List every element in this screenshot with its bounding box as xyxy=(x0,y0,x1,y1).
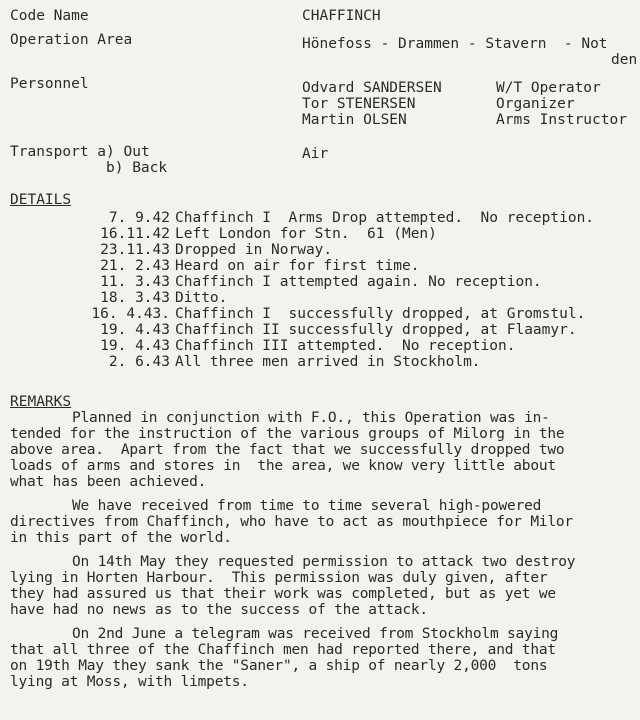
details-text: Left London for Stn. 61 (Men) xyxy=(175,226,437,242)
details-heading: DETAILS xyxy=(10,192,72,208)
transport-value: Air xyxy=(302,146,329,162)
code-name-label: Code Name xyxy=(10,8,89,24)
remarks-line: On 14th May they requested permission to attack two destroy xyxy=(72,554,576,570)
personnel-role-1: W/T Operator xyxy=(496,80,601,96)
personnel-label: Personnel xyxy=(10,76,89,92)
details-entry xyxy=(10,306,640,322)
remarks-line: tended for the instruction of the various groups of Milorg in the xyxy=(10,426,565,442)
transport-back-label: b) Back xyxy=(106,160,168,176)
details-date: 18. 3.43 xyxy=(100,290,170,306)
details-text: Chaffinch I attempted again. No reception. xyxy=(175,274,542,290)
personnel-name-3: Martin OLSEN xyxy=(302,112,407,128)
remarks-body xyxy=(10,410,636,698)
remarks-line: have had no news as to the success of the attack. xyxy=(10,602,428,618)
remarks-paragraph-3 xyxy=(10,554,636,618)
details-entry xyxy=(10,274,640,290)
operation-area-label: Operation Area xyxy=(10,32,133,48)
operation-area-value-line2: den xyxy=(611,52,638,68)
remarks-line: in this part of the world. xyxy=(10,530,232,546)
remarks-line: We have received from time to time several high-powered xyxy=(72,498,542,514)
remarks-line: loads of arms and stores in the area, we know very little about xyxy=(10,458,556,474)
remarks-line: lying in Horten Harbour. This permission was duly given, after xyxy=(10,570,548,586)
details-text: Heard on air for first time. xyxy=(175,258,420,274)
operation-area-value-line1: Hönefoss - Drammen - Stavern - Not xyxy=(302,36,608,52)
remarks-paragraph-1 xyxy=(10,410,636,490)
details-date: 7. 9.42 xyxy=(108,210,170,226)
details-date: 11. 3.43 xyxy=(100,274,170,290)
details-entry xyxy=(10,354,640,370)
details-entry xyxy=(10,290,640,306)
remarks-line: that all three of the Chaffinch men had reported there, and that xyxy=(10,642,556,658)
details-text: All three men arrived in Stockholm. xyxy=(175,354,481,370)
remarks-line: directives from Chaffinch, who have to act as mouthpiece for Milor xyxy=(10,514,573,530)
remarks-line: on 19th May they sank the "Saner", a ship of nearly 2,000 tons xyxy=(10,658,548,674)
details-entry xyxy=(10,210,640,226)
details-text: Dropped in Norway. xyxy=(175,242,333,258)
details-text: Chaffinch III attempted. No reception. xyxy=(175,338,516,354)
code-name-value: CHAFFINCH xyxy=(302,8,381,24)
details-date: 21. 2.43 xyxy=(100,258,170,274)
details-entry xyxy=(10,226,640,242)
remarks-line: above area. Apart from the fact that we successfully dropped two xyxy=(10,442,565,458)
details-entry xyxy=(10,258,640,274)
details-date: 16. 4.43. xyxy=(91,306,170,322)
remarks-line: they had assured us that their work was completed, but as yet we xyxy=(10,586,556,602)
remarks-paragraph-4 xyxy=(10,626,636,690)
details-entry xyxy=(10,338,640,354)
details-date: 19. 4.43 xyxy=(100,338,170,354)
personnel-role-2: Organizer xyxy=(496,96,575,112)
remarks-heading: REMARKS xyxy=(10,394,72,410)
details-entry xyxy=(10,242,640,258)
details-entry xyxy=(10,322,640,338)
personnel-name-1: Odvard SANDERSEN xyxy=(302,80,442,96)
remarks-line: On 2nd June a telegram was received from Stockholm saying xyxy=(72,626,559,642)
remarks-paragraph-2 xyxy=(10,498,636,546)
details-text: Ditto. xyxy=(175,290,228,306)
details-text: Chaffinch I successfully dropped, at Gromstul. xyxy=(175,306,586,322)
details-date: 23.11.43 xyxy=(100,242,170,258)
remarks-line: lying at Moss, with limpets. xyxy=(10,674,249,690)
details-text: Chaffinch I Arms Drop attempted. No reception. xyxy=(175,210,595,226)
personnel-name-2: Tor STENERSEN xyxy=(302,96,416,112)
remarks-line: Planned in conjunction with F.O., this Operation was in- xyxy=(72,410,550,426)
personnel-role-3: Arms Instructor xyxy=(496,112,627,128)
details-date: 16.11.42 xyxy=(100,226,170,242)
transport-label: Transport a) Out xyxy=(10,144,150,160)
details-text: Chaffinch II successfully dropped, at Flaamyr. xyxy=(175,322,577,338)
details-list xyxy=(10,210,640,370)
details-date: 2. 6.43 xyxy=(108,354,170,370)
remarks-line: what has been achieved. xyxy=(10,474,207,490)
details-date: 19. 4.43 xyxy=(100,322,170,338)
